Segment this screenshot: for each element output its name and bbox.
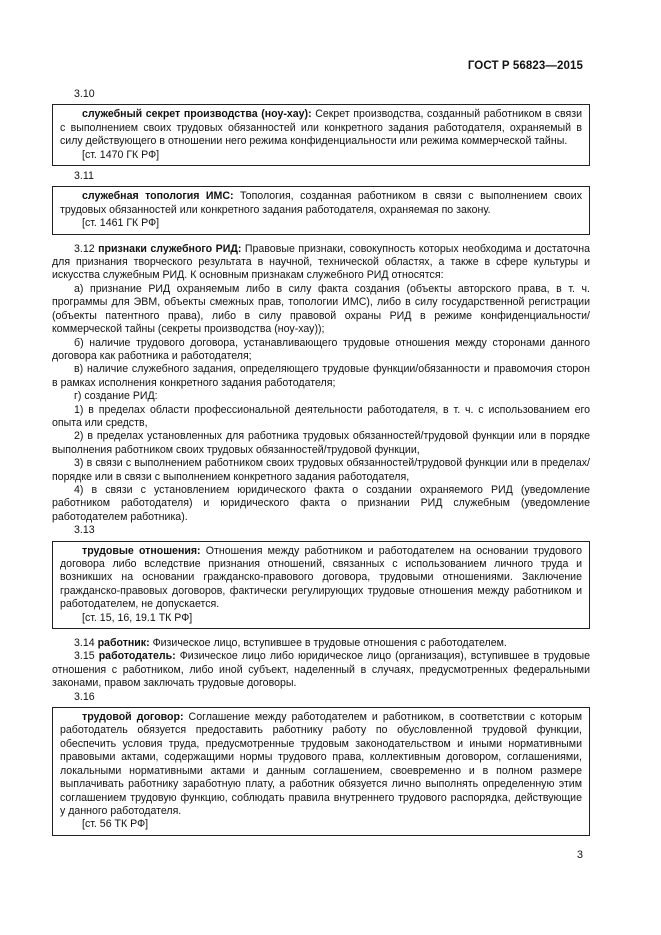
source-ref-3-10: [ст. 1470 ГК РФ] — [82, 148, 160, 161]
clause-number-3-15: 3.15 — [74, 650, 95, 663]
clause-number-3-14: 3.14 — [74, 637, 95, 650]
definition-3-16: Соглашение между работодателем и работником, в соответствии с которым работодатель обязуется предоставить работнику работу по обусловленной трудовой функции, обеспечить условия труда, предусмотренные трудовым законодательством и иными нормативными правовыми актами, содержащими нормы трудового права, коллективным договором, соглашениями, локальными нормативными актами и данным соглашением, своевременно и в полном размере выплачивать работнику заработную плату, а работник обязуется лично выполнять определенную этим соглашением трудовую функцию, соблюдать правила внутреннего трудового распорядка, действующие у данного работодателя. — [60, 711, 582, 817]
list-subitem-2: 2) в пределах установленных для работника трудовых обязанностей/трудовой функции или в порядке выполнения работником своих трудовых обязанностей/трудовой функции, — [52, 430, 590, 456]
definition-3-10: Секрет производства, созданный работником в связи с выполнением своих трудовых обязанностей или конкретного задания работодателя, охраняемый в силу действующего в отношении него режима конфиденциальности или режима коммерческой тайны. — [60, 108, 582, 148]
definition-box-3-13 — [52, 541, 590, 629]
clause-number-3-12: 3.12 — [74, 242, 95, 255]
clause-number-3-11: 3.11 — [74, 170, 94, 183]
definition-box-3-11 — [52, 186, 590, 234]
clause-number-3-13: 3.13 — [74, 524, 95, 537]
term-3-13: трудовые отношения: — [82, 544, 201, 557]
clause-number-3-10: 3.10 — [74, 88, 95, 100]
term-3-14: работник: — [97, 637, 150, 650]
definition-box-3-16 — [52, 707, 590, 836]
term-3-11: служебная топология ИМС: — [82, 190, 234, 203]
source-ref-3-16: [ст. 56 ТК РФ] — [82, 818, 149, 831]
list-subitem-4: 4) в связи с установлением юридического факта о создании охраняемого РИД (уведомление работником работодателя) и юридического факта о признании РИД служебным (уведомление работодателем работника). — [52, 483, 590, 523]
definition-text-3-13 — [60, 545, 582, 612]
definition-3-11: Топология, созданная работником в связи с выполнением своих трудовых обязанностей или конкретного задания работодателя, охраняемая по закону. — [60, 190, 582, 216]
definition-text-3-16 — [60, 711, 582, 818]
document-body — [52, 88, 590, 840]
source-ref-3-11: [ст. 1461 ГК РФ] — [82, 217, 160, 230]
term-3-15: работодатель: — [98, 650, 176, 663]
clause-number-3-16: 3.16 — [74, 690, 95, 703]
clause-3-14 — [52, 637, 590, 650]
clause-3-15 — [52, 650, 590, 690]
list-item-v: в) наличие служебного задания, определяющего трудовые функции/обязанности и правомочия сторон в рамках исполнения конкретного задания работодателя; — [52, 363, 590, 389]
definition-3-13: Отношения между работником и работодателем на основании трудового договора либо вследствие признания отношений, связанных с использованием личного труда и возникших на основании гражданско-правового договора, трудовыми отношениями. Заключение гражданско-правовых договоров, фактически регулирующих трудовые отношения между работником и работодателем, не допускается. — [60, 544, 582, 611]
clause-3-12 — [52, 243, 590, 283]
list-item-a: а) признание РИД охраняемым либо в силу факта создания (объекты авторского права, в т. ч. программы для ЭВМ, объекты смежных прав, топологии ИМС), либо в силу государственной регистрации (объекты патентного права), либо в силу правовой охраны РИД в режиме конфиденциальности/коммерческой тайны (секреты производства (ноу-хау)); — [52, 282, 590, 336]
definition-box-3-10 — [52, 104, 590, 166]
list-subitem-3: 3) в связи с выполнением работником своих трудовых обязанностей/трудовой функции или в пределах/порядке или в связи с выполнением конкретного задания работодателя, — [52, 457, 590, 483]
list-item-b: б) наличие трудового договора, устанавливающего трудовые отношения между сторонами данного договора как работника и работодателя; — [52, 336, 590, 362]
definition-text-3-11 — [60, 190, 582, 217]
term-3-10: служебный секрет производства (ноу-хау): — [82, 108, 312, 121]
definition-3-14: Физическое лицо, вступившее в трудовые отношения с работодателем. — [149, 637, 507, 650]
page-number: 3 — [576, 849, 583, 861]
standard-code: ГОСТ Р 56823—2015 — [467, 60, 583, 72]
source-ref-3-13: [ст. 15, 16, 19.1 ТК РФ] — [82, 611, 193, 624]
definition-3-12: Правовые признаки, совокупность которых необходима и достаточна для признания творческого результата в научной, технической областях, а также в сфере культуры и искусства служебным РИД. К основным признакам служебного РИД относятся: — [52, 242, 590, 282]
list-subitem-1: 1) в пределах области профессиональной деятельности работодателя, в т. ч. с использованием его опыта или средств, — [52, 403, 590, 429]
term-3-12: признаки служебного РИД: — [98, 242, 242, 255]
definition-text-3-10 — [60, 108, 582, 148]
term-3-16: трудовой договор: — [82, 711, 184, 724]
definition-3-15: Физическое лицо либо юридическое лицо (организация), вступившее в трудовые отношения с работником, либо иной субъект, наделенный в случаях, предусмотренных федеральными законами, правом заключать трудовые договоры. — [52, 650, 590, 690]
list-item-g: г) создание РИД: — [74, 390, 158, 403]
